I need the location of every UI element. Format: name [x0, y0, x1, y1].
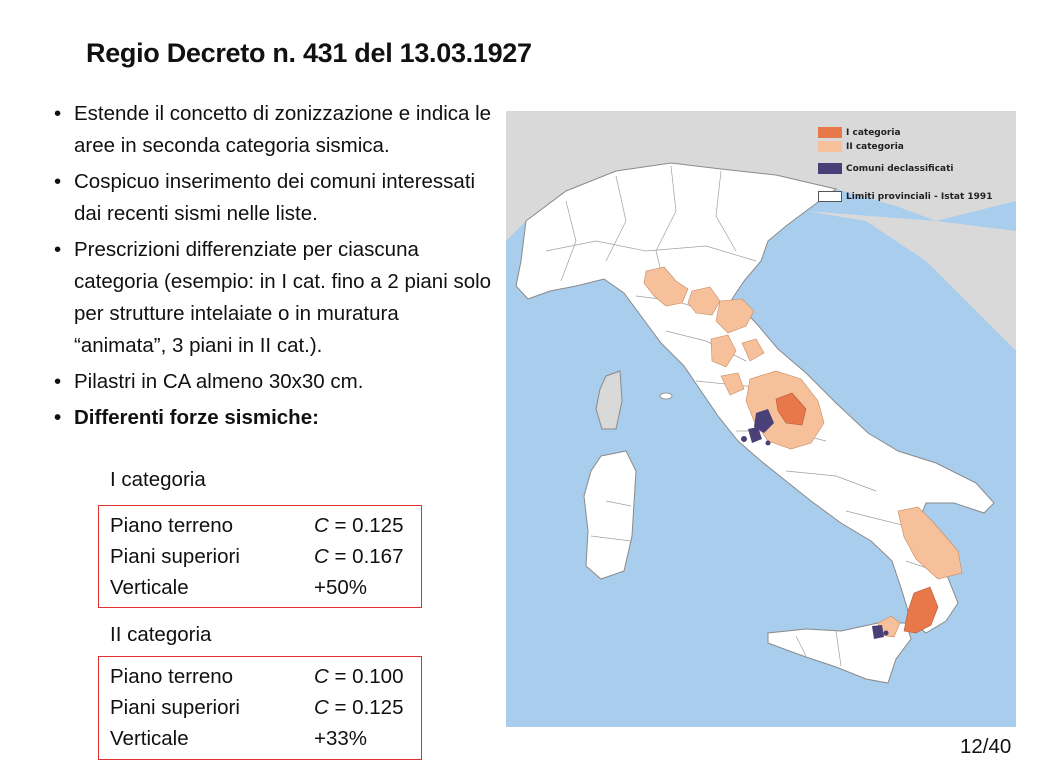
- legend-swatch: [818, 127, 842, 138]
- coefficient-row: [99, 692, 421, 723]
- category-2-coefficients-box: [98, 656, 422, 760]
- slide-title: Regio Decreto n. 431 del 13.03.1927: [86, 38, 532, 68]
- legend-label: Comuni declassificati: [846, 163, 954, 174]
- legend-item: [818, 191, 992, 202]
- legend-swatch: [818, 141, 842, 152]
- legend-swatch: [818, 163, 842, 174]
- coefficient-name: Piano terreno: [110, 514, 234, 537]
- coefficient-value: C = 0.100: [314, 665, 404, 688]
- seismic-map-italy: [506, 111, 1016, 727]
- coefficient-row: [99, 661, 421, 692]
- coefficient-name: Piano terreno: [110, 665, 234, 688]
- bullet-item: • Pilastri in CA almeno 30x30 cm.: [52, 366, 492, 398]
- coefficient-value: C = 0.125: [314, 696, 404, 719]
- bullet-item: • Cospicuo inserimento dei comuni interessati dai recenti sismi nelle liste.: [52, 166, 492, 230]
- category-1-coefficients-box: [98, 505, 422, 608]
- bullet-item: • Estende il concetto di zonizzazione e indica le aree in seconda categoria sismica.: [52, 98, 492, 162]
- bullet-list: [52, 98, 492, 438]
- legend-item: [818, 163, 954, 174]
- bullet-item: • Prescrizioni differenziate per ciascuna categoria (esempio: in I cat. fino a 2 piani solo per strutture intelaiate o in muratura “animata”, 3 piani in II cat.).: [52, 234, 492, 362]
- corsica: [596, 371, 622, 429]
- category-1-label: I categoria: [110, 468, 206, 491]
- elba: [660, 393, 672, 399]
- sardinia: [584, 451, 636, 579]
- legend-label: I categoria: [846, 127, 901, 138]
- legend-label: II categoria: [846, 141, 904, 152]
- legend-item: [818, 141, 904, 152]
- coefficient-value: +50%: [314, 576, 368, 599]
- coefficient-value: C = 0.167: [314, 545, 404, 568]
- coefficient-row: [99, 723, 421, 754]
- page-number: 12/40: [960, 735, 1012, 758]
- map-legend: [818, 121, 1010, 213]
- balkan-land: [806, 211, 1016, 351]
- coefficient-name: Piani superiori: [110, 696, 240, 719]
- coefficient-value: C = 0.125: [314, 514, 404, 537]
- coefficient-row: [99, 510, 421, 541]
- coefficient-name: Piani superiori: [110, 545, 240, 568]
- coefficient-name: Verticale: [110, 727, 189, 750]
- category-2-label: II categoria: [110, 623, 212, 646]
- coefficient-row: [99, 541, 421, 572]
- coefficient-row: [99, 572, 421, 603]
- legend-item: [818, 127, 901, 138]
- legend-swatch: [818, 191, 842, 202]
- legend-label: Limiti provinciali - Istat 1991: [846, 191, 993, 202]
- coefficient-value: +33%: [314, 727, 368, 750]
- coefficient-name: Verticale: [110, 576, 189, 599]
- bullet-item-bold: • Differenti forze sismiche:: [52, 402, 492, 434]
